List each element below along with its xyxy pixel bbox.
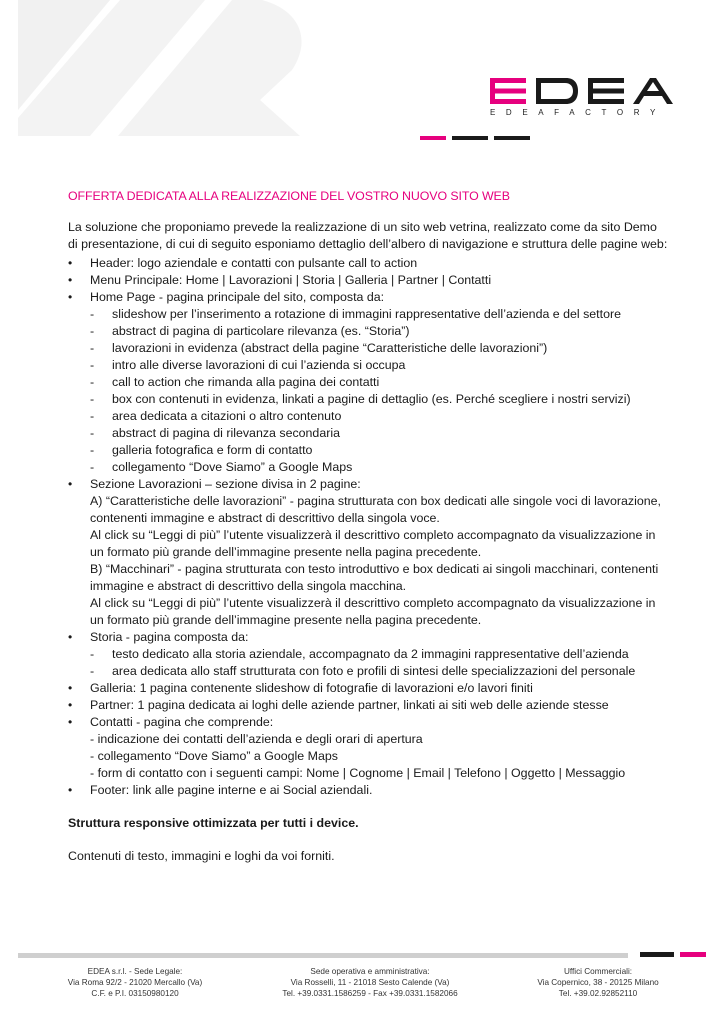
footer-line: Via Copernico, 38 - 20125 Milano: [537, 978, 659, 987]
intro-paragraph: La soluzione che proponiamo prevede la realizzazione di un sito web vetrina, realizzato come da sito Demo di presentazione, di cui di seguito esponiamo dettaglio dell’albero di navigazione e struttura delle pagine web:: [68, 220, 668, 251]
sub-list-item: - area dedicata a citazioni o altro contenuto: [90, 408, 668, 425]
item-paragraph: Al click su “Leggi di più” l’utente visualizzerà il descrittivo completo accompagnato da visualizzazione in un formato più grande dell’immagine presente nella pagina precedente.: [90, 528, 656, 559]
sub-list-item: - galleria fotografica e form di contatto: [90, 442, 668, 459]
footer-line: Via Rosselli, 11 - 21018 Sesto Calende (Va): [290, 978, 450, 987]
footer-divider: [18, 953, 628, 958]
list-item: [68, 629, 668, 680]
footer-operational-office: [280, 966, 460, 999]
list-item-text: Menu Principale: Home | Lavorazioni | Storia | Galleria | Partner | Contatti: [90, 273, 492, 287]
sub-list-item: - box con contenuti in evidenza, linkati a pagine di dettaglio (es. Perché scegliere i nostri servizi): [90, 391, 668, 408]
logo-tagline: EDEAFACTORY: [490, 108, 666, 117]
list-item: [68, 680, 668, 697]
sub-list-item: - call to action che rimanda alla pagina dei contatti: [90, 374, 668, 391]
sub-list-item: - slideshow per l’inserimento a rotazione di immagini rappresentative dell’azienda e del settore: [90, 306, 668, 323]
list-item-text: Storia - pagina composta da:: [90, 630, 249, 644]
footer-line: Tel. +39.02.92852110: [558, 989, 638, 998]
sub-list-item: - abstract di pagina di rilevanza secondaria: [90, 425, 668, 442]
list-item-text: Footer: link alle pagine interne e ai Social aziendali.: [90, 783, 373, 797]
footer-bar-pink: [680, 952, 706, 957]
list-item-text: Contatti - pagina che comprende:: [90, 715, 274, 729]
sub-list-item: - intro alle diverse lavorazioni di cui l’azienda si occupa: [90, 357, 668, 374]
list-item: [68, 476, 668, 629]
footer-line: C.F. e P.I. 03150980120: [91, 989, 179, 998]
background-shape: [0, 0, 420, 140]
list-item-text: Galleria: 1 pagina contenente slideshow di fotografie di lavorazioni e/o lavori finiti: [90, 681, 533, 695]
list-item: [68, 714, 668, 782]
sub-list-item: - testo dedicato alla storia aziendale, accompagnato da 2 immagini rappresentative dell’azienda: [90, 646, 668, 663]
list-item-text: Sezione Lavorazioni – sezione divisa in 2 pagine:: [90, 477, 361, 491]
responsive-note: Struttura responsive ottimizzata per tutti i device.: [68, 816, 359, 830]
edea-logo: [488, 78, 678, 104]
footer-sales-office: [528, 966, 668, 999]
footer-line: Uffici Commerciali:: [563, 967, 633, 976]
item-paragraph: - indicazione dei contatti dell’azienda e degli orari di apertura: [90, 732, 423, 746]
sub-list-item: - abstract di pagina di particolare rilevanza (es. “Storia”): [90, 323, 668, 340]
footer-bar-dark: [640, 952, 674, 957]
footer-line: EDEA s.r.l. - Sede Legale:: [87, 967, 183, 976]
document-title: OFFERTA DEDICATA ALLA REALIZZAZIONE DEL VOSTRO NUOVO SITO WEB: [68, 189, 510, 203]
footer-line: Tel. +39.0331.1586259 - Fax +39.0331.1582066: [282, 989, 458, 998]
list-item: [68, 782, 668, 799]
list-item: [68, 289, 668, 476]
document-body: [68, 188, 668, 865]
sub-list-item: - area dedicata allo staff strutturata con foto e profili di sintesi delle specializzazioni del personale: [90, 663, 668, 680]
feature-list: [68, 255, 668, 799]
item-paragraph: Al click su “Leggi di più” l’utente visualizzerà il descrittivo completo accompagnato da visualizzazione in un formato più grande dell’immagine presente nella pagina precedente.: [90, 596, 656, 627]
item-paragraph: - form di contatto con i seguenti campi: Nome | Cognome | Email | Telefono | Oggetto | Messaggio: [90, 766, 626, 780]
list-item: [68, 697, 668, 714]
footer-line: Via Roma 92/2 - 21020 Mercallo (Va): [67, 978, 203, 987]
sub-list: [90, 646, 668, 680]
sub-list-item: - lavorazioni in evidenza (abstract della pagine “Caratteristiche delle lavorazioni”): [90, 340, 668, 357]
list-item: [68, 255, 668, 272]
closing-note: Contenuti di testo, immagini e loghi da voi forniti.: [68, 849, 335, 863]
item-paragraph: A) “Caratteristiche delle lavorazioni” - pagina strutturata con box dedicati alle singole voci di lavorazione, contenenti immagine e abstract di descrittivo della singola voce.: [90, 494, 661, 525]
list-item: [68, 272, 668, 289]
item-paragraph: B) “Macchinari” - pagina strutturata con testo introduttivo e box dedicati ai singoli macchinari, contenenti immagine e abstract di descrittivo della singola macchina.: [90, 562, 659, 593]
footer-line: Sede operativa e amministrativa:: [310, 967, 430, 976]
footer-legal-office: [60, 966, 210, 999]
list-item-text: Partner: 1 pagina dedicata ai loghi delle aziende partner, linkati ai siti web delle aziende stesse: [90, 698, 609, 712]
item-paragraph: - collegamento “Dove Siamo” a Google Maps: [90, 749, 338, 763]
list-item-text: Home Page - pagina principale del sito, composta da:: [90, 290, 385, 304]
sub-list-item: - collegamento “Dove Siamo” a Google Maps: [90, 459, 668, 476]
list-item-text: Header: logo aziendale e contatti con pulsante call to action: [90, 256, 418, 270]
sub-list: [90, 306, 668, 476]
